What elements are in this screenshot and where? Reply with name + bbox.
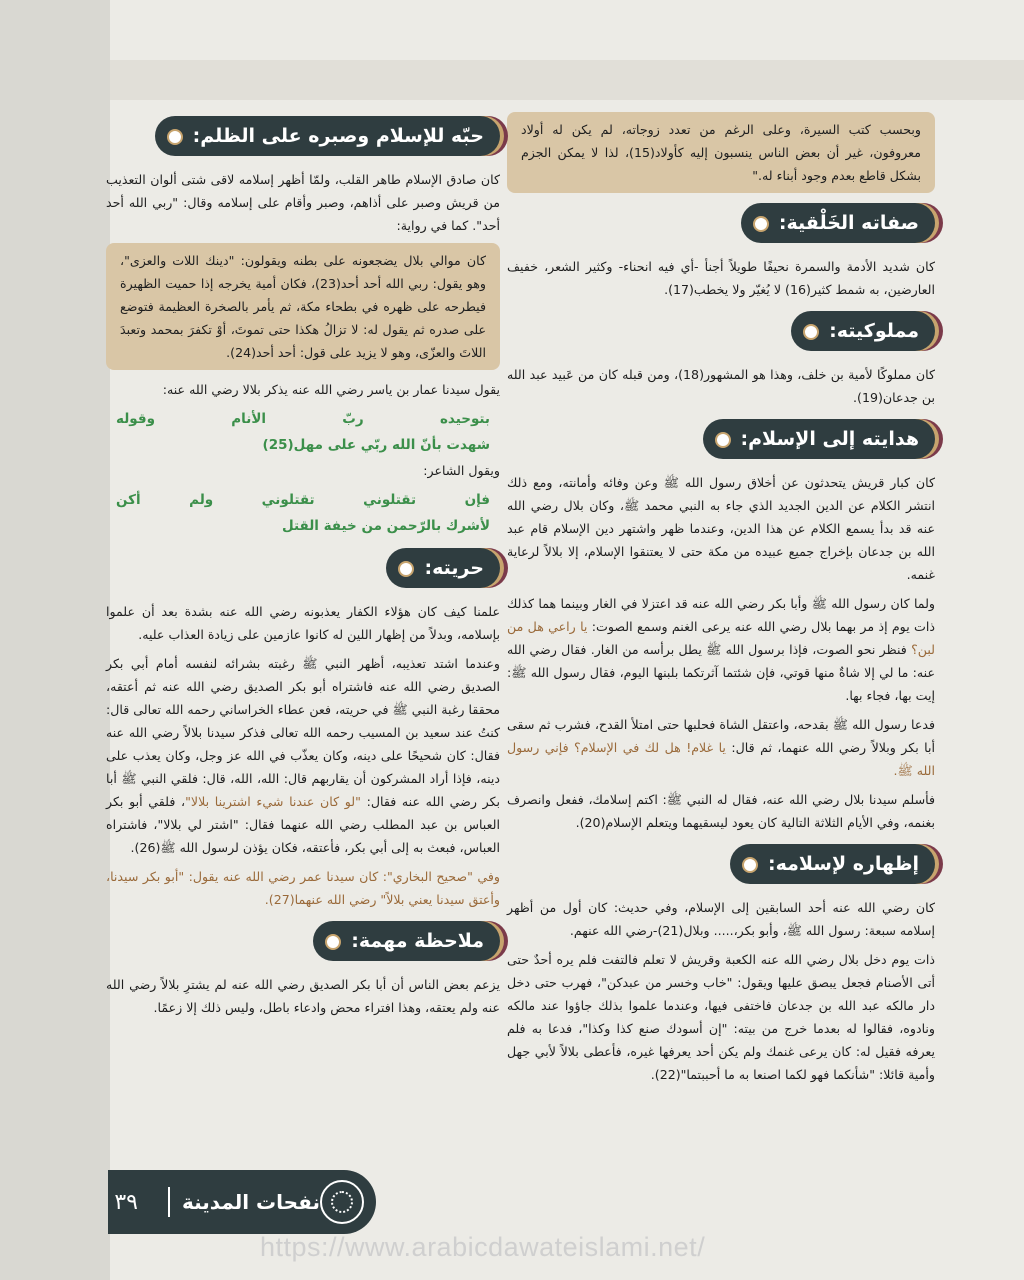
torture-box: كان موالي بلال يضجعونه على بطنه ويقولون: "دينك اللات والعزى"، وهو يقول: ربي الله أحد أحد(23)، فكان أمية يخرجه إذا حميت الظهيرة فيطرحه على ظهره في بطحاء مكة، ثم يأمر بالصخرة العظيمة فتوضع على صدره ثم يقول له: لا تزالُ هكذا حتى تموتَ، أوْ تكفرَ بمحمد وتعبدَ اللاتَ والعزّى، وهو لا يزيد على قول: أحد أحد(24). <box>106 243 500 370</box>
right-column <box>507 112 935 1092</box>
bullet-icon <box>715 432 731 448</box>
paragraph-guidance: كان كبار قريش يتحدثون عن أخلاق رسول الله ﷺ وعن وفائه وأمانته، ومع ذلك انتشر الكلام عن الدين الجديد الذي جاء به النبي محمد ﷺ، وكان بلال رضي الله عنه قد بدأ يسمع الكلام عن هذا الدين، وعندما ظهر واشتهر دين الإسلام قام عبد الله بن جدعان بإخراج جميع عبيده من مكة حتى لا يعتنقوا الإسلام، إلا بلالاً لرعاية غنمه. <box>507 475 935 582</box>
text-run: ولما كان رسول الله ﷺ وأبا بكر رضي الله عنه قد اعتزلا في الغار وبينما هما كذلك ذات يوم إذ مر بهما بلال رضي الله عنه يرعى الغنم وسمع الصوت: <box>507 596 935 634</box>
heading-important-note <box>106 921 500 961</box>
heading-physical-traits <box>507 203 935 243</box>
text-run: ، فلقي أبو بكر العباس بن عبد المطلب رضي الله عنهما فقال: "اشتر لي بلالا"، فاشتراه العباس، فبعث به إلى أبي بكر، فأعتقه، فكان يؤذن لرسول الله ﷺ(26). <box>106 794 500 855</box>
heading-label: ملاحظة مهمة: <box>351 930 484 952</box>
magazine-emblem-icon <box>320 1180 364 1224</box>
heading-label: مملوكيته: <box>829 320 919 342</box>
page-number: ٣٩ <box>114 1189 138 1215</box>
poem-word: الأنام <box>231 411 266 427</box>
paragraph-traits: كان شديد الأدمة والسمرة نحيفًا طويلاً أجنأ -أي فيه انحناء- وكثير الشعر، خفيف العارضين، به شمط كثير(16) لا يُغيّر ولا يخطب(17). <box>507 259 935 297</box>
heading-label: صفاته الخَلْقية: <box>778 212 919 234</box>
heading-ownership <box>507 311 935 351</box>
paragraph-bukhari: وفي "صحيح البخاري": كان سيدنا عمر رضي الله عنه يقول: "أبو بكر سيدنا، وأعتق سيدنا يعني بلالاً" رضي الله عنهما(27). <box>106 869 500 907</box>
poem-word: أكن <box>116 492 141 508</box>
poem-word: بتوحيده <box>439 411 490 427</box>
paragraph-purchase <box>106 652 500 859</box>
poem-word: تقتلوني <box>363 492 417 508</box>
bullet-icon <box>398 561 414 577</box>
bullet-icon <box>742 857 758 873</box>
poem-verse: شهدت بأنّ الله ربّي على مهل(25) <box>262 437 490 453</box>
poem-line <box>116 488 490 512</box>
paragraph-declaration: كان رضي الله عنه أحد السابقين إلى الإسلام، وفي حديث: كان أول من أظهر إسلامه سبعة: رسول الله ﷺ، وأبو بكر،..... وبلال(21)-رضي الله عنهم. <box>507 900 935 938</box>
magazine-title: نفحات المدينة <box>181 1190 320 1214</box>
text-run: وعندما اشتد تعذيبه، أظهر النبي ﷺ رغبته بشرائه لنفسه أمام أبي بكر الصديق رضي الله عنه فاشتراه أبو بكر الصديق رضي الله عنه ثم أعتقه، محققا رغبة النبي ﷺ في حريته، فعن عطاء الخراساني رحمه الله تعالى قال: كنتُ عند سعيد بن المسيب رحمه الله تعالى فذكر سيدنا بلالاً رضي الله عنه فقال: كان شحيحًا على دينه، وكان يعذّب في الله عز وجل، وكان يعذب على دينه، فإذا أراد المشركون أن يقاربهم قال: الله، الله، قال: فلقي النبي ﷺ أبا بكر رضي الله عنه فقال: <box>106 656 500 809</box>
poem-line <box>116 407 490 431</box>
paragraph-invitation <box>507 713 935 782</box>
highlight-quote: يا راعي هل من لبن؟ <box>507 619 935 657</box>
paragraph-poet: ويقول الشاعر: <box>423 463 500 478</box>
heading-declaration <box>507 844 935 884</box>
poem-line <box>116 514 490 538</box>
intro-box: وبحسب كتب السيرة، وعلى الرغم من تعدد زوجاته، لم يكن له أولاد معروفون، غير أن بعض الناس ينسبون إليه كأولاد(15)، لذا لا يمكن الجزم بشكل قاطع بعدم وجود أبناء له." <box>507 112 935 193</box>
text-run: فنظر نحو الصوت، فإذا برسول الله ﷺ يطل برأسه من الغار. فقال رضي الله عنه: ما لي إلا شاةٌ منها قوتي، فإن شئتما آثرتكما بلبنها اليوم، فقال رسول الله ﷺ: إيت بها، فجاء بها. <box>507 642 935 703</box>
left-column <box>106 112 500 1025</box>
paragraph-ownership: كان مملوكًا لأمية بن خلف، وهذا هو المشهور(18)، ومن قبله كان من عَبيد عبد الله بن جدعان(19). <box>507 367 936 405</box>
paragraph-love: كان صادق الإسلام طاهر القلب، ولمّا أظهر إسلامه لاقى شتى ألوان التعذيب من قريش وصبر على أذاهم، وصبر وأقام على إسلامه وقال: "ربي الله أحد أحد". كما في رواية: <box>106 172 500 233</box>
highlight-quote: يا غلام! هل لك في الإسلام؟ فإني رسول الله ﷺ. <box>507 740 935 778</box>
heading-label: هدايته إلى الإسلام: <box>740 428 919 450</box>
bullet-icon <box>167 129 183 145</box>
page-footer <box>108 1170 376 1234</box>
paragraph-conversion: فأسلم سيدنا بلال رضي الله عنه، فقال له النبي ﷺ: اكتم إسلامك، ففعل وانصرف بغنمه، وفي الأيام الثلاثة التالية كان يعود ليسقيهما ويتعلم الإسلام(20). <box>507 792 935 830</box>
poem-line <box>116 433 490 457</box>
paragraph-cave <box>507 592 935 707</box>
poem-word: وقوله <box>116 411 155 427</box>
paragraph-note: يزعم بعض الناس أن أبا بكر الصديق رضي الله عنه لم يشترِ بلالاً رضي الله عنه ولم يعتقه، وهذا افتراء محض وادعاء باطل، وليس ذلك إلا زعمًا. <box>106 977 500 1015</box>
bullet-icon <box>803 324 819 340</box>
highlight-quote: "لو كان عندنا شيء اشترينا بلالا" <box>185 794 361 809</box>
heading-love-patience <box>106 116 500 156</box>
heading-label: حبّه للإسلام وصبره على الظلم: <box>192 125 484 147</box>
text-run: فدعا رسول الله ﷺ بقدحه، واعتقل الشاة فحلبها حتى امتلأ القدح، فشرب ثم سقى أبا بكر وبلالاً رضي الله عنهما، ثم قال: <box>507 717 935 755</box>
poem-word: فإن <box>464 492 490 508</box>
poem-word: تقتلوني <box>261 492 315 508</box>
paragraph-kaaba: ذات يوم دخل بلال رضي الله عنه الكعبة وقريش لا تعلم فالتفت فلم يره أحدٌ حتى أتى الأصنام فجعل يبصق عليها ويقول: "خاب وخسر من عبدكن"، فهرب حتى دخل دار مالكه عبد الله بن جدعان فاختفى فيها، وعندما علموا بذلك جاؤوا عند مالكه ونادوه، فقالوا له بعدما خرج من بيته: "إن أسودك صنع كذا وكذا"، فدعا به فلم يعرفه فقيل له: كان يرعى غنمك ولم يكن أحد يعرفها غيره، فأعطى بلالاً لأبي جهل وأمية قائلا: "شأنكما فهو لكما اصنعا به ما أحببتما"(22). <box>507 952 935 1082</box>
bullet-icon <box>753 216 769 232</box>
heading-guidance <box>507 419 935 459</box>
poem-word: ولم <box>189 492 214 508</box>
poem-word: ربّ <box>342 411 364 427</box>
watermark-url: https://www.arabicdawateislami.net/ <box>260 1232 706 1262</box>
heading-label: حريته: <box>424 557 484 579</box>
heading-freedom <box>106 548 500 588</box>
paragraph-ammar: يقول سيدنا عمار بن ياسر رضي الله عنه يذكر بلالا رضي الله عنه: <box>162 382 500 397</box>
poem-verse: لأشرك بالرّحمن من خيفة القتل <box>281 518 490 534</box>
bullet-icon <box>325 934 341 950</box>
footer-divider <box>168 1187 170 1217</box>
heading-label: إظهاره لإسلامه: <box>768 853 919 875</box>
paragraph-freedom: علمنا كيف كان هؤلاء الكفار يعذبونه رضي الله عنه بشدة بعد أن علموا بإسلامه، وبدلاً من إظهار اللين له كانوا عازمين على زيادة العذاب عليه. <box>106 604 500 642</box>
